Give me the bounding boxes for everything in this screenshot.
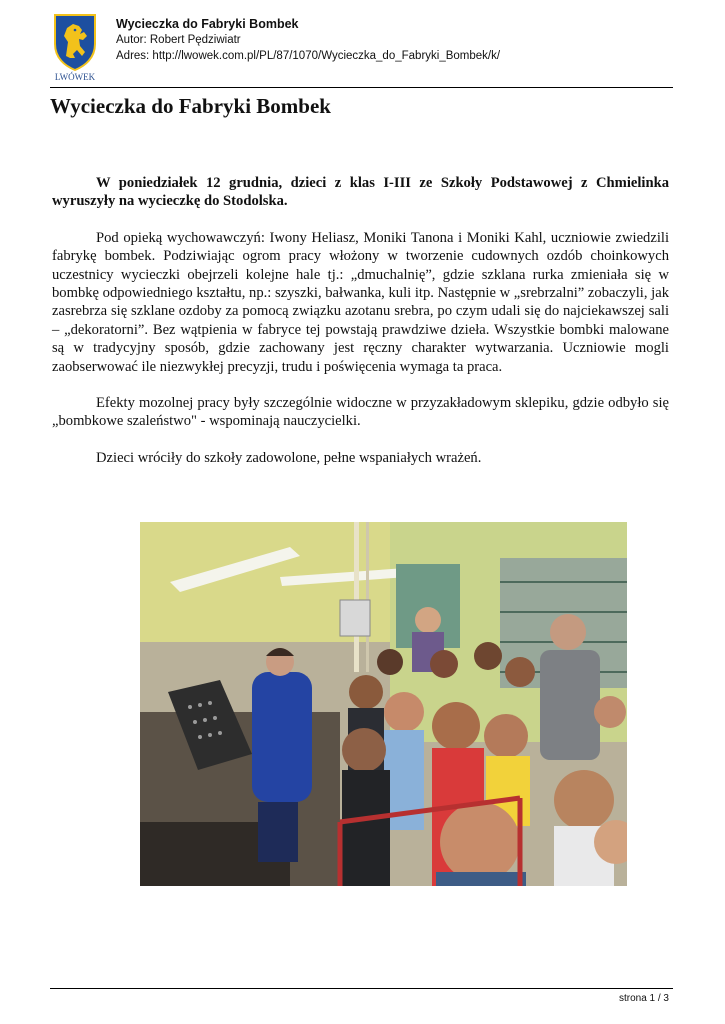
factory-tour-photo: [140, 522, 627, 886]
footer-divider: [50, 988, 673, 989]
article-title: Wycieczka do Fabryki Bombek: [50, 94, 331, 118]
article-lead-paragraph: W poniedziałek 12 grudnia, dzieci z klas I-III ze Szkoły Podstawowej z Chmielinka wyruszyły na wycieczkę do Stodolska.: [52, 175, 669, 210]
page-number: strona 1 / 3: [618, 993, 669, 1004]
lwowek-crest-icon: [49, 12, 101, 82]
article-paragraph: Efekty mozolnej pracy były szczególnie widoczne w przyzakładowym sklepiku, gdzie odbyło się „bombkowe szaleństwo" - wspominają nauczycielki.: [52, 395, 669, 430]
header-author: Autor: Robert Pędziwiatr: [116, 34, 241, 46]
logo-text: LWÓWEK: [54, 72, 96, 82]
article-paragraph: Dzieci wróciły do szkoły zadowolone, pełne wspaniałych wrażeń.: [96, 449, 482, 466]
header-divider: [50, 87, 673, 88]
article-body: [52, 174, 669, 485]
document-header: [116, 16, 500, 64]
header-title: Wycieczka do Fabryki Bombek: [116, 17, 299, 31]
header-address: Adres: http://lwowek.com.pl/PL/87/1070/Wycieczka_do_Fabryki_Bombek/k/: [116, 50, 501, 62]
article-paragraph: Pod opieką wychowawczyń: Iwony Heliasz, Moniki Tanona i Moniki Kahl, uczniowie zwiedzili fabrykę bombek. Podziwiając ogrom pracy włożony w tworzenie cudownych ozdób choinkowych uczestnicy wycieczki obejrzeli kolejne hale tj.: „dmuchalnię”, gdzie szklana rurka zmieniała się w bombkę odpowiedniego kształtu, np.: szyszki, bałwanka, kuli itp. Następnie w „srebrzalni” zobaczyli, jak zasrebrza się szklane ozdoby za pomocą związku azotanu srebra, po czym udali się do najciekawszej sali – „dekoratorni”. Bez wątpienia w fabryce tej powstają prawdziwe dzieła. Wszystkie bombki malowane są w tradycyjny sposób, gdzie zachowany jest ręczny charakter wytwarzania. Uczniowie mogli zaobserwować ile niezwykłej precyzji, trudu i poświęcenia wymaga ta praca.: [52, 229, 669, 375]
